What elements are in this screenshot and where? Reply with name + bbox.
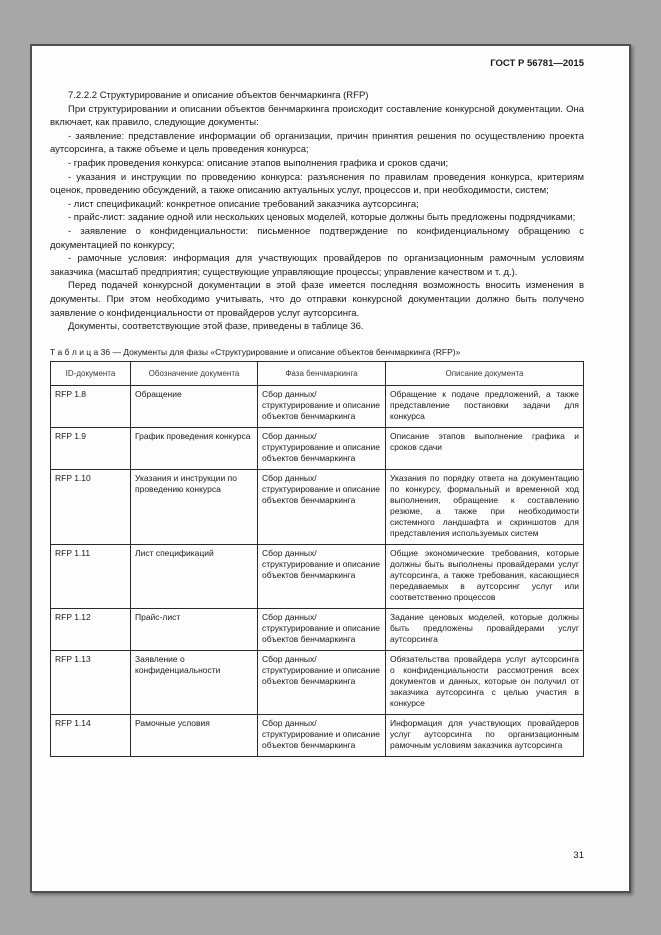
list-item: - указания и инструкции по проведению конкурса: разъяснения по правилам проведения конкурса, критериям оценок, проведению обсуждений, а также описанию актуальных услуг, процессов и, при необходимости, систем; — [50, 171, 584, 197]
paragraph: Документы, соответствующие этой фазе, приведены в таблице 36. — [68, 321, 364, 333]
table-header-row — [51, 361, 584, 386]
document-code: ГОСТ Р 56781—2015 — [490, 58, 584, 69]
page-number: 31 — [573, 850, 584, 861]
cell-phase: Сбор данных/структурирование и описание объектов бенчмаркинга — [258, 715, 386, 757]
column-header-name: Обозначение документа — [131, 361, 258, 386]
cell-document-name: Рамочные условия — [131, 715, 258, 757]
table-row — [51, 428, 584, 470]
body-text — [50, 89, 584, 334]
cell-id: RFP 1.10 — [51, 470, 131, 545]
cell-description: Общие экономические требования, которые должны быть выполнены провайдерами услуг аутсорсинга, а также требования, касающиеся передаваемых в аутсорсинг услуг или соответственно процессов — [386, 545, 584, 609]
cell-description: Обязательства провайдера услуг аутсорсинга о конфиденциальности рассмотрения всех документов и данных, которые он получил от заказчика аутсорсинга с целью участия в конкурсе — [386, 651, 584, 715]
list-item: - лист спецификаций: конкретное описание требований заказчика аутсорсинга; — [68, 198, 419, 210]
table-row — [51, 651, 584, 715]
section-heading: 7.2.2.2 Структурирование и описание объектов бенчмаркинга (RFP) — [68, 90, 369, 101]
cell-description: Информация для участвующих провайдеров услуг аутсорсинга по организационным рамочным условиям заказчика аутсорсинга — [386, 715, 584, 757]
paragraph: При структурировании и описании объектов бенчмаркинга происходит составление конкурсной документации. Она включает, как правило, следующие документы: — [50, 103, 584, 129]
cell-description: Задание ценовых моделей, которые должны быть предложены провайдерами услуг аутсорсинга — [386, 609, 584, 651]
cell-phase: Сбор данных/структурирование и описание объектов бенчмаркинга — [258, 651, 386, 715]
list-item: - прайс-лист: задание одной или нескольких ценовых моделей, которые должны быть предложены подрядчиками; — [68, 212, 576, 224]
table-body — [51, 386, 584, 757]
table-row — [51, 470, 584, 545]
cell-description: Указания по порядку ответа на документацию по конкурсу, формальный и временной ход выполнения, обращение к составлению резюме, а также при необходимости системного ландшафта и скриншотов для представления используемых систем — [386, 470, 584, 545]
table-row — [51, 386, 584, 428]
cell-id: RFP 1.9 — [51, 428, 131, 470]
column-header-phase: Фаза бенчмаркинга — [258, 361, 386, 386]
cell-document-name: Указания и инструкции по проведению конкурса — [131, 470, 258, 545]
list-item: - график проведения конкурса: описание этапов выполнения графика и сроков сдачи; — [68, 157, 449, 169]
table-row — [51, 545, 584, 609]
cell-document-name: Прайс-лист — [131, 609, 258, 651]
column-header-id: ID-документа — [51, 361, 131, 386]
list-item: - рамочные условия: информация для участвующих провайдеров по организационным рамочным условиям заказчика (масштаб предприятия; существующие управляющие процессы; управление качеством и т. д.). — [50, 253, 584, 278]
cell-phase: Сбор данных/структурирование и описание объектов бенчмаркинга — [258, 470, 386, 545]
cell-document-name: Лист спецификаций — [131, 545, 258, 609]
table-header — [51, 361, 584, 386]
cell-document-name: Обращение — [131, 386, 258, 428]
cell-description: Обращение к подаче предложений, а также представление постановки задачи для конкурса — [386, 386, 584, 428]
documents-table — [50, 361, 584, 758]
cell-id: RFP 1.11 — [51, 545, 131, 609]
cell-id: RFP 1.12 — [51, 609, 131, 651]
cell-phase: Сбор данных/структурирование и описание объектов бенчмаркинга — [258, 545, 386, 609]
document-page — [30, 44, 631, 893]
list-item: - заявление: представление информации об организации, причин принятия решения по осуществлению проекта аутсорсинга, а также объеме и цель проведения конкурса; — [50, 130, 584, 156]
cell-phase: Сбор данных/структурирование и описание объектов бенчмаркинга — [258, 609, 386, 651]
cell-description: Описание этапов выполнение графика и сроков сдачи — [386, 428, 584, 470]
cell-phase: Сбор данных/структурирование и описание объектов бенчмаркинга — [258, 428, 386, 470]
cell-phase: Сбор данных/структурирование и описание объектов бенчмаркинга — [258, 386, 386, 428]
table-caption: Т а б л и ц а 36 — Документы для фазы «Структурирование и описание объектов бенчмаркинга (RFP)» — [50, 346, 461, 357]
cell-document-name: График проведения конкурса — [131, 428, 258, 470]
list-item: - заявление о конфиденциальности: письменное подтверждение по конфиденциальному обращению с документацией по конкурсу; — [50, 225, 584, 251]
cell-document-name: Заявление о конфиденциальности — [131, 651, 258, 715]
cell-id: RFP 1.14 — [51, 715, 131, 757]
table-row — [51, 609, 584, 651]
paragraph: Перед подачей конкурсной документации в этой фазе имеется последняя возможность вносить изменения в документы. При этом необходимо учитывать, что до отправки конкурсной документации должно быть получено заявление о конфиденциальности от провайдеров услуг аутсорсинга. — [50, 280, 584, 319]
column-header-description: Описание документа — [386, 361, 584, 386]
cell-id: RFP 1.8 — [51, 386, 131, 428]
cell-id: RFP 1.13 — [51, 651, 131, 715]
table-row — [51, 715, 584, 757]
